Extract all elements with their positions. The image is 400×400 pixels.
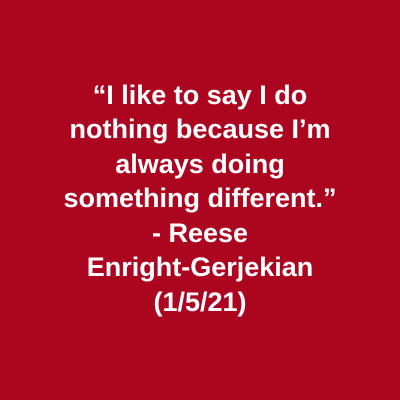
attribution-line-2: Enright-Gerjekian	[86, 252, 314, 283]
quote-block	[20, 78, 380, 320]
quote-line-3: always doing	[115, 148, 285, 179]
quote-line-2: nothing because I’m	[69, 114, 331, 145]
attribution-date: (1/5/21)	[153, 286, 247, 317]
attribution-line-1: - Reese	[151, 217, 249, 248]
quote-line-1: “I like to say I do	[92, 79, 308, 110]
quote-line-4: something different.”	[63, 183, 337, 214]
